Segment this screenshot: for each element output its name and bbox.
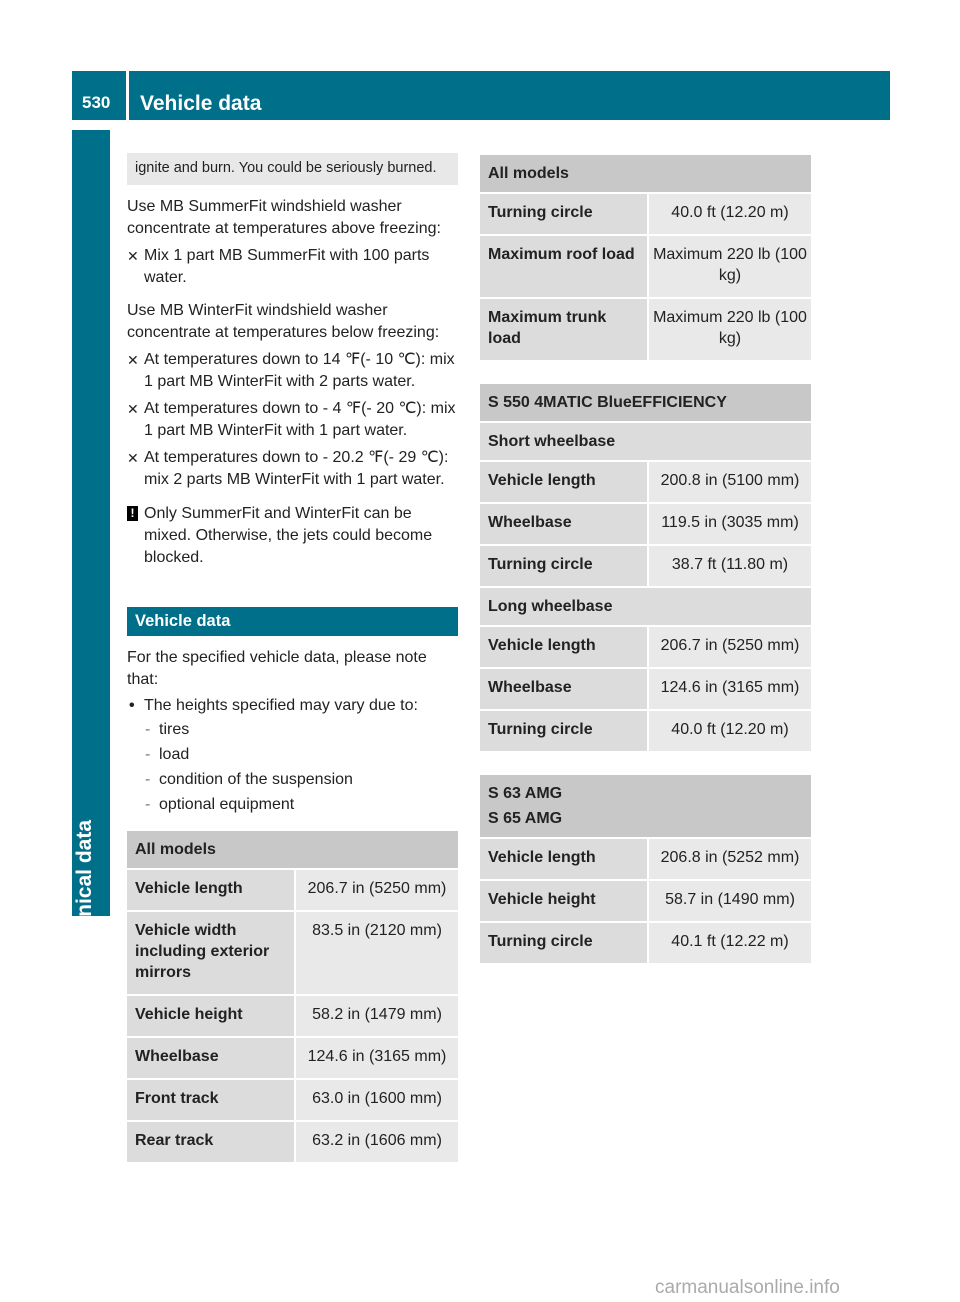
summerfit-intro: Use MB SummerFit windshield washer concentrate at temperatures above freezing: — [127, 198, 441, 237]
bullet-icon: • — [129, 697, 135, 714]
sub-list-item: - optional equipment — [145, 796, 295, 813]
step-arrow-icon: ✕ — [127, 248, 139, 264]
all-models-loads-table — [480, 155, 811, 362]
sub-list-item: - tires — [145, 721, 190, 738]
instruction-step: ✕ At temperatures down to ‑ 4 ℉(‑ 20 ℃): mix 1 part MB WinterFit with 1 part water. — [127, 400, 456, 439]
table-row: Front track 63.0 in (1600 mm) — [127, 1080, 458, 1122]
page-title: Vehicle data — [140, 92, 262, 115]
instruction-step: ✕ At temperatures down to 14 ℉(‑ 10 ℃): mix 1 part MB WinterFit with 2 parts water. — [127, 351, 455, 390]
step-arrow-icon: ✕ — [127, 450, 139, 466]
table-row: Turning circle 40.1 ft (12.22 m) — [480, 923, 811, 965]
instruction-step: ✕ At temperatures down to ‑ 20.2 ℉(‑ 29 ℃): mix 2 parts MB WinterFit with 1 part water. — [127, 449, 449, 488]
table-row: Maximum roof load Maximum 220 lb (100 kg) — [480, 236, 811, 299]
amg-models-table — [480, 775, 811, 965]
table-row: Vehicle length 206.7 in (5250 mm) — [127, 870, 458, 912]
table-row: Rear track 63.2 in (1606 mm) — [127, 1122, 458, 1164]
instruction-step: ✕ Mix 1 part MB SummerFit with 100 parts water. — [127, 247, 430, 286]
table-row: Wheelbase 119.5 in (3035 mm) — [480, 504, 811, 546]
table-row: Turning circle 40.0 ft (12.20 m) — [480, 194, 811, 236]
table-row: Vehicle length 206.7 in (5250 mm) — [480, 627, 811, 669]
table-row: Vehicle width including exterior mirrors 83.5 in (2120 mm) — [127, 912, 458, 996]
table-row: Vehicle length 206.8 in (5252 mm) — [480, 839, 811, 881]
table-title: All models — [480, 155, 811, 194]
warning-exclamation-icon: ! — [127, 506, 138, 521]
table-row: Turning circle 38.7 ft (11.80 m) — [480, 546, 811, 588]
left-column — [127, 153, 458, 1164]
table-row: Vehicle length 200.8 in (5100 mm) — [480, 462, 811, 504]
s550-4matic-table — [480, 384, 811, 753]
winterfit-intro: Use MB WinterFit windshield washer concentrate at temperatures below freezing: — [127, 302, 440, 341]
page-header — [72, 71, 890, 120]
table-row: Vehicle height 58.7 in (1490 mm) — [480, 881, 811, 923]
header-divider — [126, 71, 129, 120]
step-arrow-icon: ✕ — [127, 401, 139, 417]
table-subheading-long-wheelbase: Long wheelbase — [480, 588, 811, 627]
table-row: Vehicle height 58.2 in (1479 mm) — [127, 996, 458, 1038]
watermark: carmanualsonline.info — [655, 1277, 840, 1298]
note-block: ! Only SummerFit and WinterFit can be mixed. Otherwise, the jets could become blocked. — [127, 503, 458, 569]
table-row: Wheelbase 124.6 in (3165 mm) — [127, 1038, 458, 1080]
table-title: S 550 4MATIC BlueEFFICIENCY — [480, 384, 811, 423]
table-subheading-short-wheelbase: Short wheelbase — [480, 423, 811, 462]
section-heading-vehicle-data: Vehicle data — [127, 607, 458, 636]
caution-box: ignite and burn. You could be seriously burned. — [127, 153, 458, 185]
all-models-dimensions-table — [127, 831, 458, 1164]
step-arrow-icon: ✕ — [127, 352, 139, 368]
section-intro: For the specified vehicle data, please note that: — [127, 649, 427, 688]
table-row: Turning circle 40.0 ft (12.20 m) — [480, 711, 811, 753]
bullet-item: • The heights specified may vary due to: — [127, 695, 458, 717]
right-column — [480, 155, 811, 965]
chapter-tab-label: Technical data — [73, 820, 96, 965]
sub-list-item: - condition of the suspension — [145, 771, 353, 788]
table-title: S 63 AMG S 65 AMG — [480, 775, 811, 839]
table-row: Wheelbase 124.6 in (3165 mm) — [480, 669, 811, 711]
page-number: 530 — [82, 93, 111, 112]
table-title: All models — [127, 831, 458, 870]
table-row: Maximum trunk load Maximum 220 lb (100 kg) — [480, 299, 811, 362]
sub-list-item: - load — [145, 746, 190, 763]
chapter-tab[interactable] — [72, 130, 110, 965]
